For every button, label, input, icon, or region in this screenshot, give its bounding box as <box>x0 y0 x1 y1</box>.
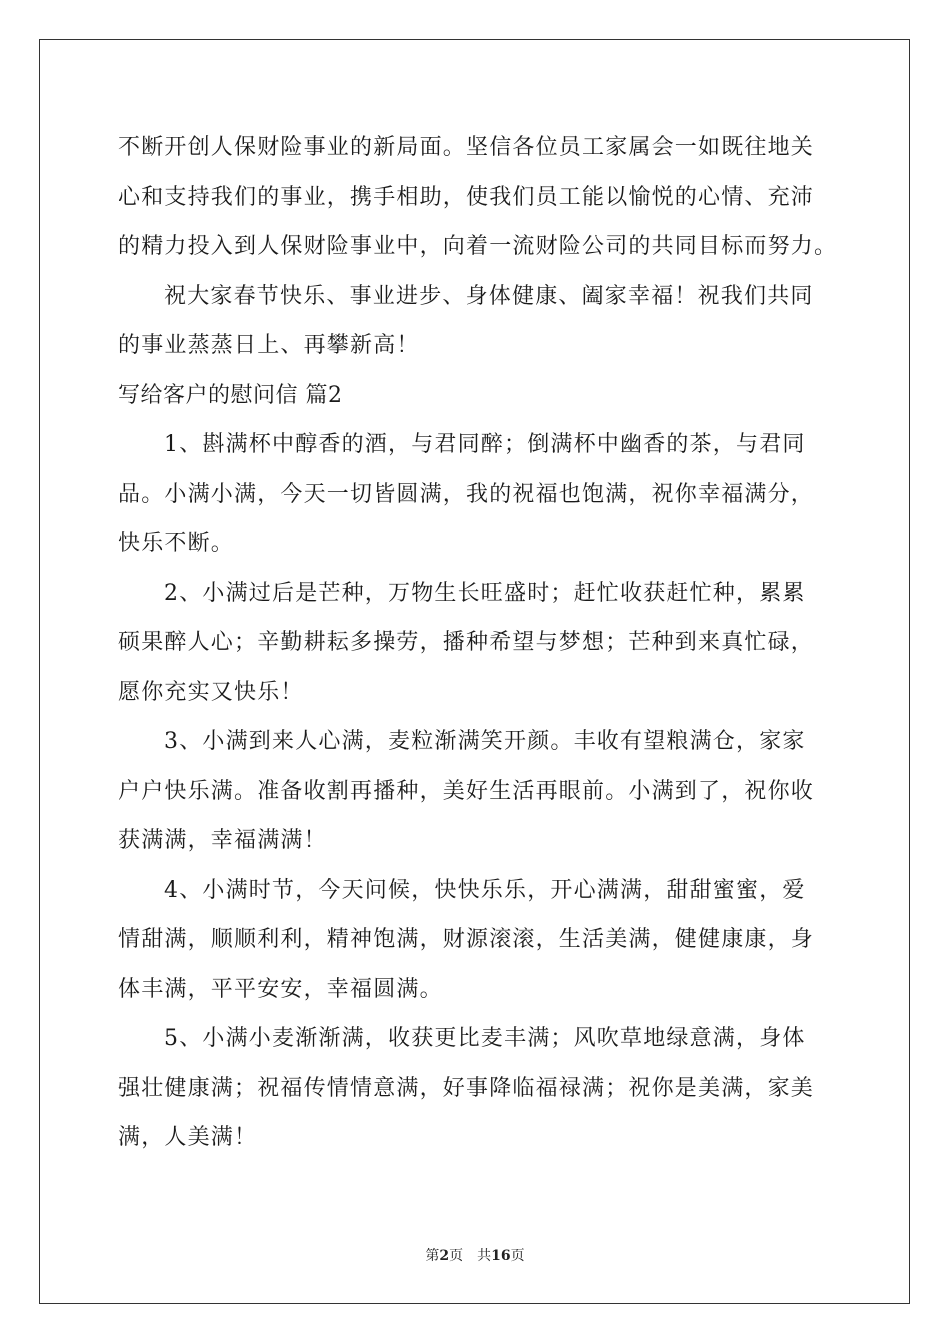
text-line: 快乐不断。 <box>118 531 235 556</box>
page-footer <box>0 1245 950 1265</box>
footer-page-prefix: 第 <box>425 1248 440 1264</box>
footer-total-pages: 16 <box>491 1248 511 1264</box>
text-line: 愿你充实又快乐！ <box>118 679 304 705</box>
text-line: 的精力投入到人保财险事业中，向着一流财险公司的共同目标而努力。 <box>118 234 838 259</box>
text-line: 户户快乐满。准备收割再播种，美好生活再眼前。小满到了，祝你收 <box>118 778 815 804</box>
text-line: 情甜满，顺顺利利，精神饱满，财源滚滚，生活美满，健健康康，身 <box>118 927 815 952</box>
text-line: 5、小满小麦渐渐满，收获更比麦丰满；风吹草地绿意满，身体 <box>164 1026 806 1051</box>
footer-total-suffix: 页 <box>510 1248 525 1264</box>
text-line: 获满满，幸福满满！ <box>118 828 327 853</box>
section-heading: 写给客户的慰问信 篇2 <box>118 382 343 408</box>
text-line: 的事业蒸蒸日上、再攀新高！ <box>118 333 420 358</box>
text-line: 祝大家春节快乐、事业进步、身体健康、阖家幸福！祝我们共同 <box>164 283 814 309</box>
text-line: 2、小满过后是芒种，万物生长旺盛时；赶忙收获赶忙种，累累 <box>164 580 806 606</box>
text-line: 满，人美满！ <box>118 1125 258 1150</box>
text-line: 1、斟满杯中醇香的酒，与君同醉；倒满杯中幽香的茶，与君同 <box>164 432 806 457</box>
footer-total-prefix: 共 <box>477 1248 492 1264</box>
text-line: 体丰满，平平安安，幸福圆满。 <box>118 976 443 1002</box>
text-line: 4、小满时节，今天问候，快快乐乐，开心满满，甜甜蜜蜜，爱 <box>164 877 806 903</box>
document-body <box>118 128 838 1168</box>
footer-page-number: 2 <box>439 1248 450 1264</box>
text-line: 心和支持我们的事业，携手相助，使我们员工能以愉悦的心情、充沛 <box>118 184 815 210</box>
text-line: 品。小满小满，今天一切皆圆满，我的祝福也饱满，祝你幸福满分， <box>118 481 815 507</box>
footer-page-suffix: 页 <box>449 1248 464 1264</box>
text-line: 不断开创人保财险事业的新局面。坚信各位员工家属会一如既往地关 <box>118 135 815 160</box>
text-line: 硕果醉人心；辛勤耕耘多操劳，播种希望与梦想；芒种到来真忙碌， <box>118 630 815 655</box>
text-line: 强壮健康满；祝福传情情意满，好事降临福禄满；祝你是美满，家美 <box>118 1075 815 1101</box>
text-line: 3、小满到来人心满，麦粒渐满笑开颜。丰收有望粮满仓，家家 <box>164 729 806 754</box>
